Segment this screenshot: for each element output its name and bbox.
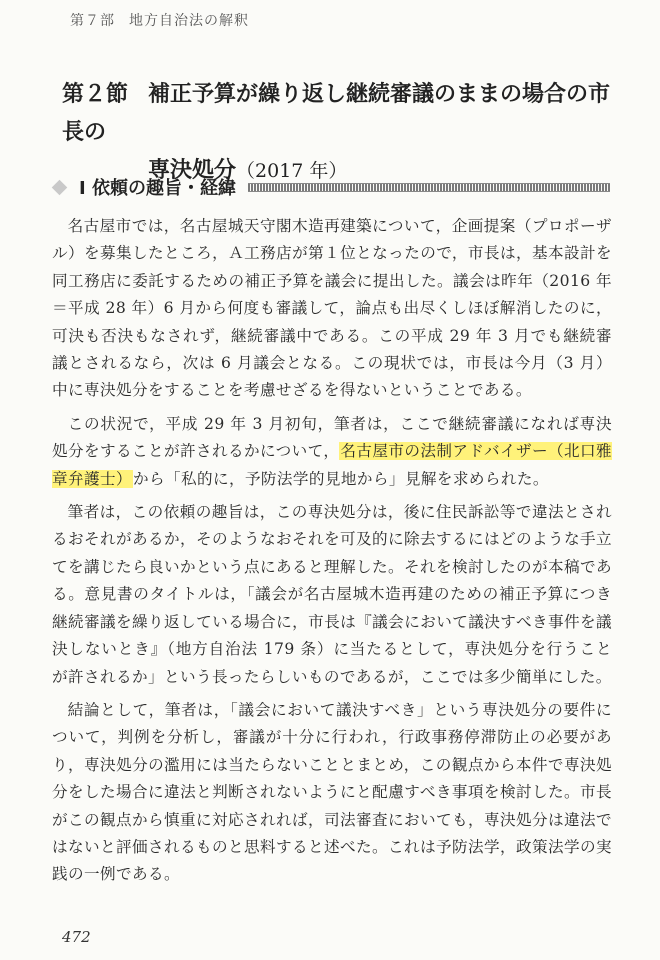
highlighted-text: 名古屋市の法制アドバイザー（北口雅章弁護士） — [52, 442, 612, 488]
paragraph-2 — [52, 411, 612, 493]
paragraph-4: 結論として，筆者は，「議会において議決すべき」という専決処分の要件について，判例を分析し，審議が十分に行われ，行政事務停滞防止の必要があり，専決処分の濫用には当たらないこととまとめ，この観点から本件で専決処分をした場合に違法と判断されないようにと配慮すべき事項を検討した。市長がこの観点から慎重に対応されれば，司法審査においても，専決処分は違法ではないと評価されるものと思料すると述べた。これは予防法学，政策法学の実践の一例である。 — [52, 700, 612, 884]
section-title: Ⅰ 依頼の趣旨・経緯 — [79, 178, 236, 199]
chapter-label: 第２節 — [62, 82, 129, 107]
body-text — [52, 213, 612, 895]
diamond-icon — [52, 179, 68, 195]
paragraph-1: 名古屋市では，名古屋城天守閣木造再建築について，企画提案（プロポーザル）を募集したところ，Ａ工務店が第１位となったので，市長は，基本設計を同工務店に委託するための補正予算を議会に提出した。議会は昨年（2016 年＝平成 28 年）6 月から何度も審議して，論点も出尽くしほぼ解消したのに，可決も否決もなされず，継続審議中である。この平成 29 年 3 月でも継続審議とされるなら，次は 6 月議会となる。この現状では，市長は今月（3 月）中に専決処分をすることを考慮せざるを得ないということである。 — [52, 217, 612, 400]
section-rule — [248, 183, 610, 192]
chapter-year: （2017 年） — [236, 160, 348, 182]
part-title: 地方自治法の解釈 — [129, 13, 249, 29]
part-label: 第７部 — [70, 13, 115, 29]
section-heading — [50, 172, 610, 202]
paragraph-2-before: この状況で，平成 29 年 3 月初旬，筆者は，ここで継続審議になれば専決処分をすることが許されるかについて， — [52, 414, 612, 461]
running-header — [70, 10, 249, 30]
chapter-title-line2: 専決処分 — [148, 158, 237, 183]
chapter-title-line1: 補正予算が繰り返し継続審議のままの場合の市長の — [62, 82, 611, 145]
page-number: 472 — [62, 928, 91, 946]
paragraph-2-after: から「私的に，予防法学的見地から」見解を求められた。 — [132, 469, 549, 488]
paragraph-3: 筆者は，この依頼の趣旨は，この専決処分は，後に住民訴訟等で違法とされるおそれがあるか，そのようなおそれを可及的に除去するにはどのような手立てを講じたら良いかという点にあると理解した。それを検討したのが本稿である。意見書のタイトルは，「議会が名古屋城木造再建のための補正予算につき継続審議を繰り返している場合に，市長は『議会において議決すべき事件を議決しないとき』（地方自治法 179 条）に当たるとして，専決処分を行うことが許されるか」という長ったらしいものであるが，ここでは多少簡単にした。 — [52, 503, 612, 686]
